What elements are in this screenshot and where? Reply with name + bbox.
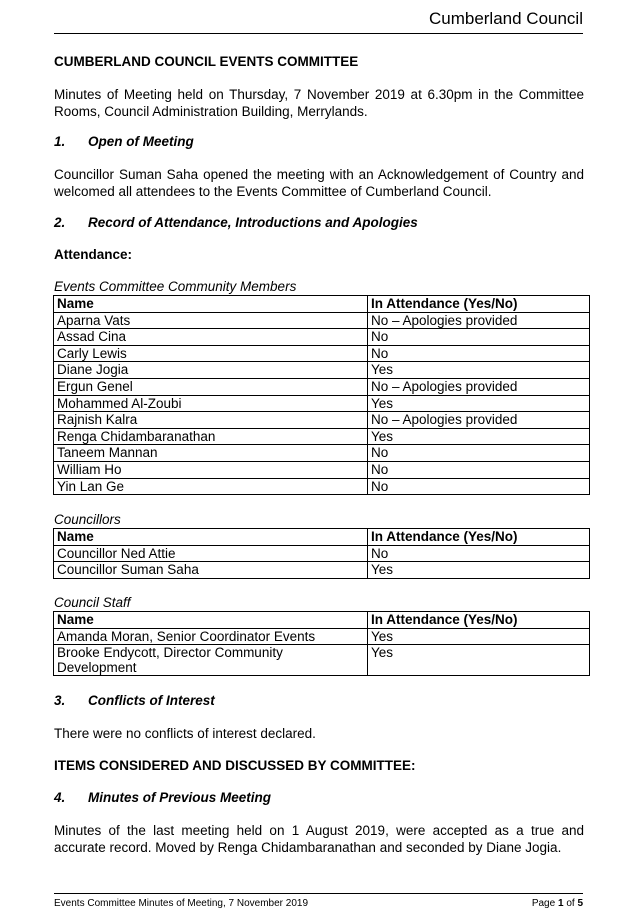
page-prefix: Page: [531, 898, 556, 909]
section-title: Open of Meeting: [88, 134, 194, 149]
section-2-heading: [54, 215, 418, 230]
column-header-attendance: In Attendance (Yes/No): [368, 529, 590, 546]
table-row: [54, 362, 590, 379]
section-3-heading: [54, 693, 215, 708]
section-number: 1.: [54, 134, 66, 149]
councillors-table-caption: Councillors: [54, 512, 121, 527]
document-title: CUMBERLAND COUNCIL EVENTS COMMITTEE: [54, 54, 359, 69]
column-header-name: Name: [54, 296, 368, 313]
attendance-status-cell: No – Apologies provided: [368, 378, 590, 395]
attendee-name-cell: William Ho: [54, 461, 368, 478]
page-of: of: [566, 898, 575, 909]
attendee-name-cell: Councillor Ned Attie: [54, 545, 368, 562]
section-3-text: There were no conflicts of interest declared.: [54, 726, 316, 741]
column-header-name: Name: [54, 612, 368, 629]
attendance-status-cell: Yes: [368, 428, 590, 445]
attendee-name-cell: Renga Chidambaranathan: [54, 428, 368, 445]
table-row: [54, 345, 590, 362]
attendance-status-cell: No: [368, 345, 590, 362]
attendee-name-cell: Amanda Moran, Senior Coordinator Events: [54, 628, 368, 645]
table-row: [54, 628, 590, 645]
page-current: 1: [557, 898, 564, 909]
meeting-intro: Minutes of Meeting held on Thursday, 7 November 2019 at 6.30pm in the Committee Rooms, Council Administration Building, Merrylands.: [54, 87, 584, 119]
table-row: [54, 645, 590, 676]
attendee-name-cell: Rajnish Kalra: [54, 412, 368, 429]
attendance-status-cell: No: [368, 445, 590, 462]
table-row: [54, 329, 590, 346]
table-row: [54, 445, 590, 462]
attendee-name-cell: Yin Lan Ge: [54, 478, 368, 495]
footer-rule: [54, 893, 583, 894]
header-rule: [54, 33, 583, 34]
staff-table-caption: Council Staff: [54, 595, 131, 610]
council-staff-table: [53, 611, 590, 676]
section-title: Minutes of Previous Meeting: [88, 790, 272, 805]
attendee-name-cell: Carly Lewis: [54, 345, 368, 362]
section-title: Record of Attendance, Introductions and Apologies: [88, 215, 418, 230]
items-heading: ITEMS CONSIDERED AND DISCUSSED BY COMMITTEE:: [54, 758, 416, 773]
attendance-status-cell: Yes: [368, 362, 590, 379]
attendance-status-cell: Yes: [368, 395, 590, 412]
attendance-status-cell: Yes: [368, 562, 590, 579]
section-1-heading: [54, 134, 194, 149]
table-row: [54, 312, 590, 329]
attendee-name-cell: Aparna Vats: [54, 312, 368, 329]
attendee-name-cell: Councillor Suman Saha: [54, 562, 368, 579]
attendee-name-cell: Taneem Mannan: [54, 445, 368, 462]
community-table-caption: Events Committee Community Members: [54, 279, 297, 294]
section-title: Conflicts of Interest: [88, 693, 215, 708]
table-header-row: [54, 612, 590, 629]
attendee-name-cell: Ergun Genel: [54, 378, 368, 395]
councillors-table: [53, 528, 590, 579]
section-number: 2.: [54, 215, 66, 230]
table-row: [54, 562, 590, 579]
section-4-text: Minutes of the last meeting held on 1 August 2019, were accepted as a true and accurate record. Moved by Renga Chidambaranathan and seconded by Diane Jogia.: [54, 823, 584, 855]
footer-document-title: Events Committee Minutes of Meeting, 7 November 2019: [54, 898, 309, 909]
attendance-status-cell: No – Apologies provided: [368, 312, 590, 329]
attendance-status-cell: No: [368, 545, 590, 562]
attendance-label: Attendance:: [54, 247, 133, 262]
attendee-name-cell: Diane Jogia: [54, 362, 368, 379]
attendance-status-cell: No: [368, 329, 590, 346]
page-total: 5: [577, 898, 583, 909]
table-header-row: [54, 296, 590, 313]
section-number: 4.: [54, 790, 66, 805]
header-title: Cumberland Council: [428, 9, 583, 28]
table-row: [54, 545, 590, 562]
table-header-row: [54, 529, 590, 546]
attendance-status-cell: No: [368, 461, 590, 478]
table-row: [54, 461, 590, 478]
section-1-text: Councillor Suman Saha opened the meeting with an Acknowledgement of Country and welcomed all attendees to the Events Committee of Cumberland Council.: [54, 167, 584, 199]
section-number: 3.: [54, 693, 66, 708]
column-header-name: Name: [54, 529, 368, 546]
attendee-name-cell: Mohammed Al-Zoubi: [54, 395, 368, 412]
page-number: [532, 898, 583, 909]
column-header-attendance: In Attendance (Yes/No): [368, 612, 590, 629]
attendee-name-cell: Assad Cina: [54, 329, 368, 346]
section-4-heading: [54, 790, 271, 805]
attendance-status-cell: No: [368, 478, 590, 495]
table-row: [54, 395, 590, 412]
table-row: [54, 428, 590, 445]
attendance-status-cell: Yes: [368, 645, 590, 676]
attendee-name-cell: Brooke Endycott, Director Community Development: [54, 645, 368, 676]
table-row: [54, 378, 590, 395]
column-header-attendance: In Attendance (Yes/No): [368, 296, 590, 313]
attendance-status-cell: Yes: [368, 628, 590, 645]
community-members-table: [53, 295, 590, 495]
table-row: [54, 478, 590, 495]
attendance-status-cell: No – Apologies provided: [368, 412, 590, 429]
table-row: [54, 412, 590, 429]
